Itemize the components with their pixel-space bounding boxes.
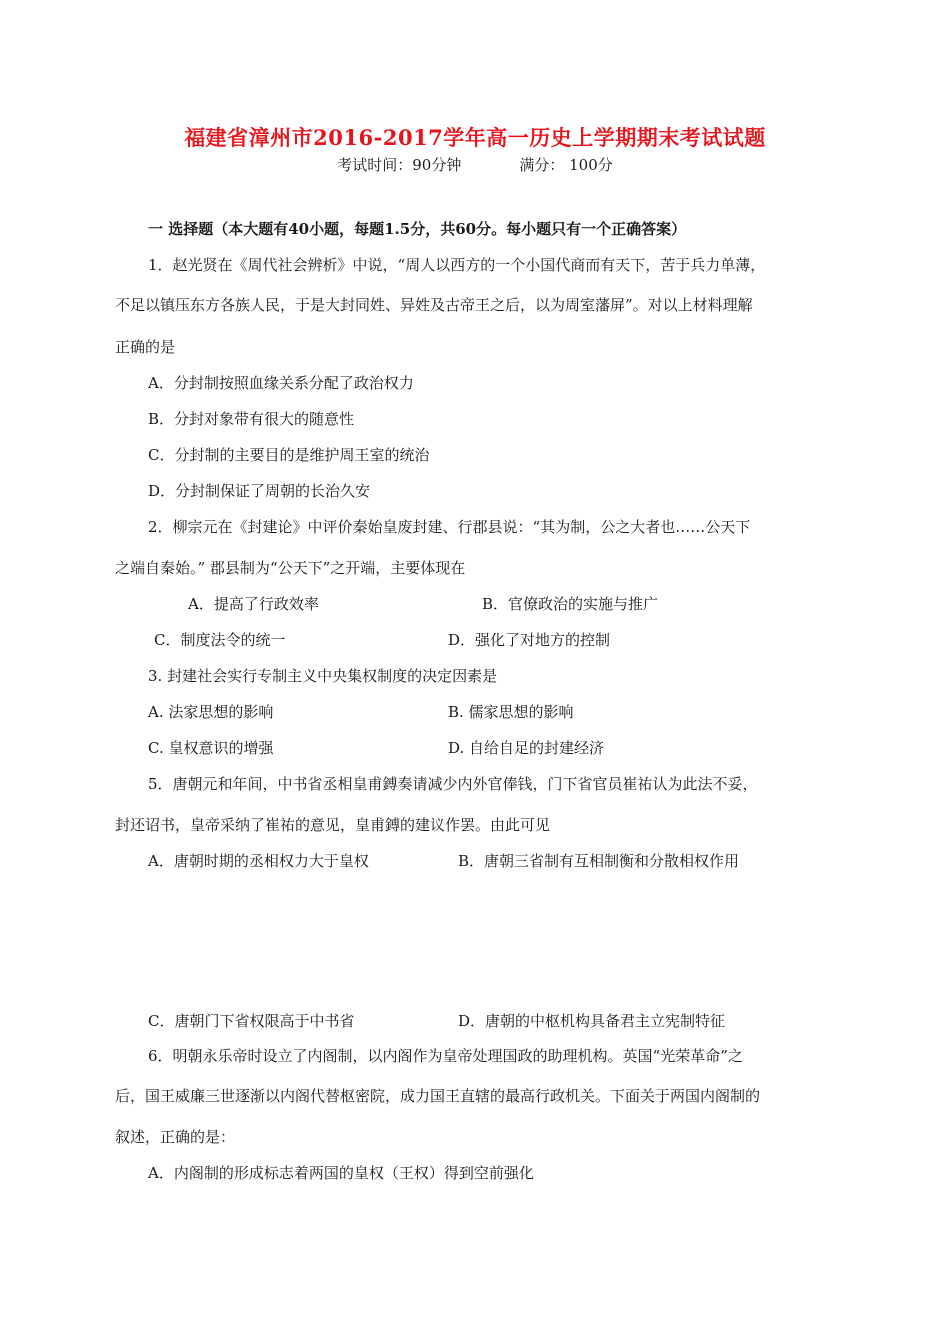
exam-title: 福建省漳州市2016-2017学年高一历史上学期期末考试试题 [184, 125, 766, 150]
q5-option-c: C．唐朝门下省权限高于中书省 [148, 1012, 355, 1030]
section-heading: 一 选择题（本大题有40小题，每题1.5分，共60分。每小题只有一个正确答案） [148, 220, 687, 238]
q3-stem: 3. 封建社会实行专制主义中央集权制度的决定因素是 [148, 667, 498, 685]
q6-stem-line2: 后，国王威廉三世逐渐以内阁代替枢密院，成力国王直辖的最高行政机关。下面关于两国内阁制的 [115, 1087, 761, 1105]
full-score: 满分： 100分 [519, 156, 613, 174]
q1-stem-line2: 不足以镇压东方各族人民，于是大封同姓、异姓及古帝王之后，以为周室藩屏”。对以上材料理解 [115, 296, 753, 314]
q2-stem-line1: 2．柳宗元在《封建论》中评价秦始皇废封建、行郡县说：“其为制，公之大者也……公天下 [148, 518, 751, 536]
q1-stem-line3: 正确的是 [115, 338, 176, 356]
q6-stem-line1: 6．明朝永乐帝时设立了内阁制，以内阁作为皇帝处理国政的助理机构。英国“光荣革命”之 [148, 1047, 743, 1065]
q3-option-a: A. 法家思想的影响 [148, 703, 274, 721]
q1-option-d: D．分封制保证了周朝的长治久安 [148, 482, 371, 500]
q2-option-d: D．强化了对地方的控制 [448, 631, 611, 649]
q5-option-a: A．唐朝时期的丞相权力大于皇权 [148, 852, 369, 870]
q2-option-a: A．提高了行政效率 [188, 595, 319, 613]
q3-option-d: D. 自给自足的封建经济 [448, 739, 605, 757]
q6-stem-line3: 叙述，正确的是： [115, 1128, 236, 1146]
q5-stem-line2: 封还诏书，皇帝采纳了崔祐的意见，皇甫鎛的建议作罢。由此可见 [115, 816, 551, 834]
q1-option-c: C．分封制的主要目的是维护周王室的统治 [148, 446, 430, 464]
q3-option-c: C. 皇权意识的增强 [148, 739, 274, 757]
q5-stem-line1: 5．唐朝元和年间，中书省丞相皇甫鎛奏请减少内外官俸钱，门下省官员崔祐认为此法不妥， [148, 775, 758, 793]
q5-option-b: B．唐朝三省制有互相制衡和分散相权作用 [458, 852, 740, 870]
q2-option-b: B．官僚政治的实施与推广 [482, 595, 659, 613]
q2-stem-line2: 之端自秦始。” 郡县制为“公天下”之开端，主要体现在 [115, 559, 466, 577]
q6-option-a: A．内阁制的形成标志着两国的皇权（王权）得到空前强化 [148, 1164, 534, 1182]
q3-option-b: B. 儒家思想的影响 [448, 703, 574, 721]
q1-option-b: B．分封对象带有很大的随意性 [148, 410, 355, 428]
q1-option-a: A．分封制按照血缘关系分配了政治权力 [148, 374, 414, 392]
q5-option-d: D．唐朝的中枢机构具备君主立宪制特征 [458, 1012, 726, 1030]
exam-info [0, 154, 950, 175]
exam-time: 考试时间：90分钟 [337, 156, 462, 174]
q2-option-c: C．制度法令的统一 [154, 631, 286, 649]
q1-stem-line1: 1．赵光贤在《周代社会辨析》中说，“周人以西方的一个小国代商而有天下，苦于兵力单薄， [148, 256, 766, 274]
